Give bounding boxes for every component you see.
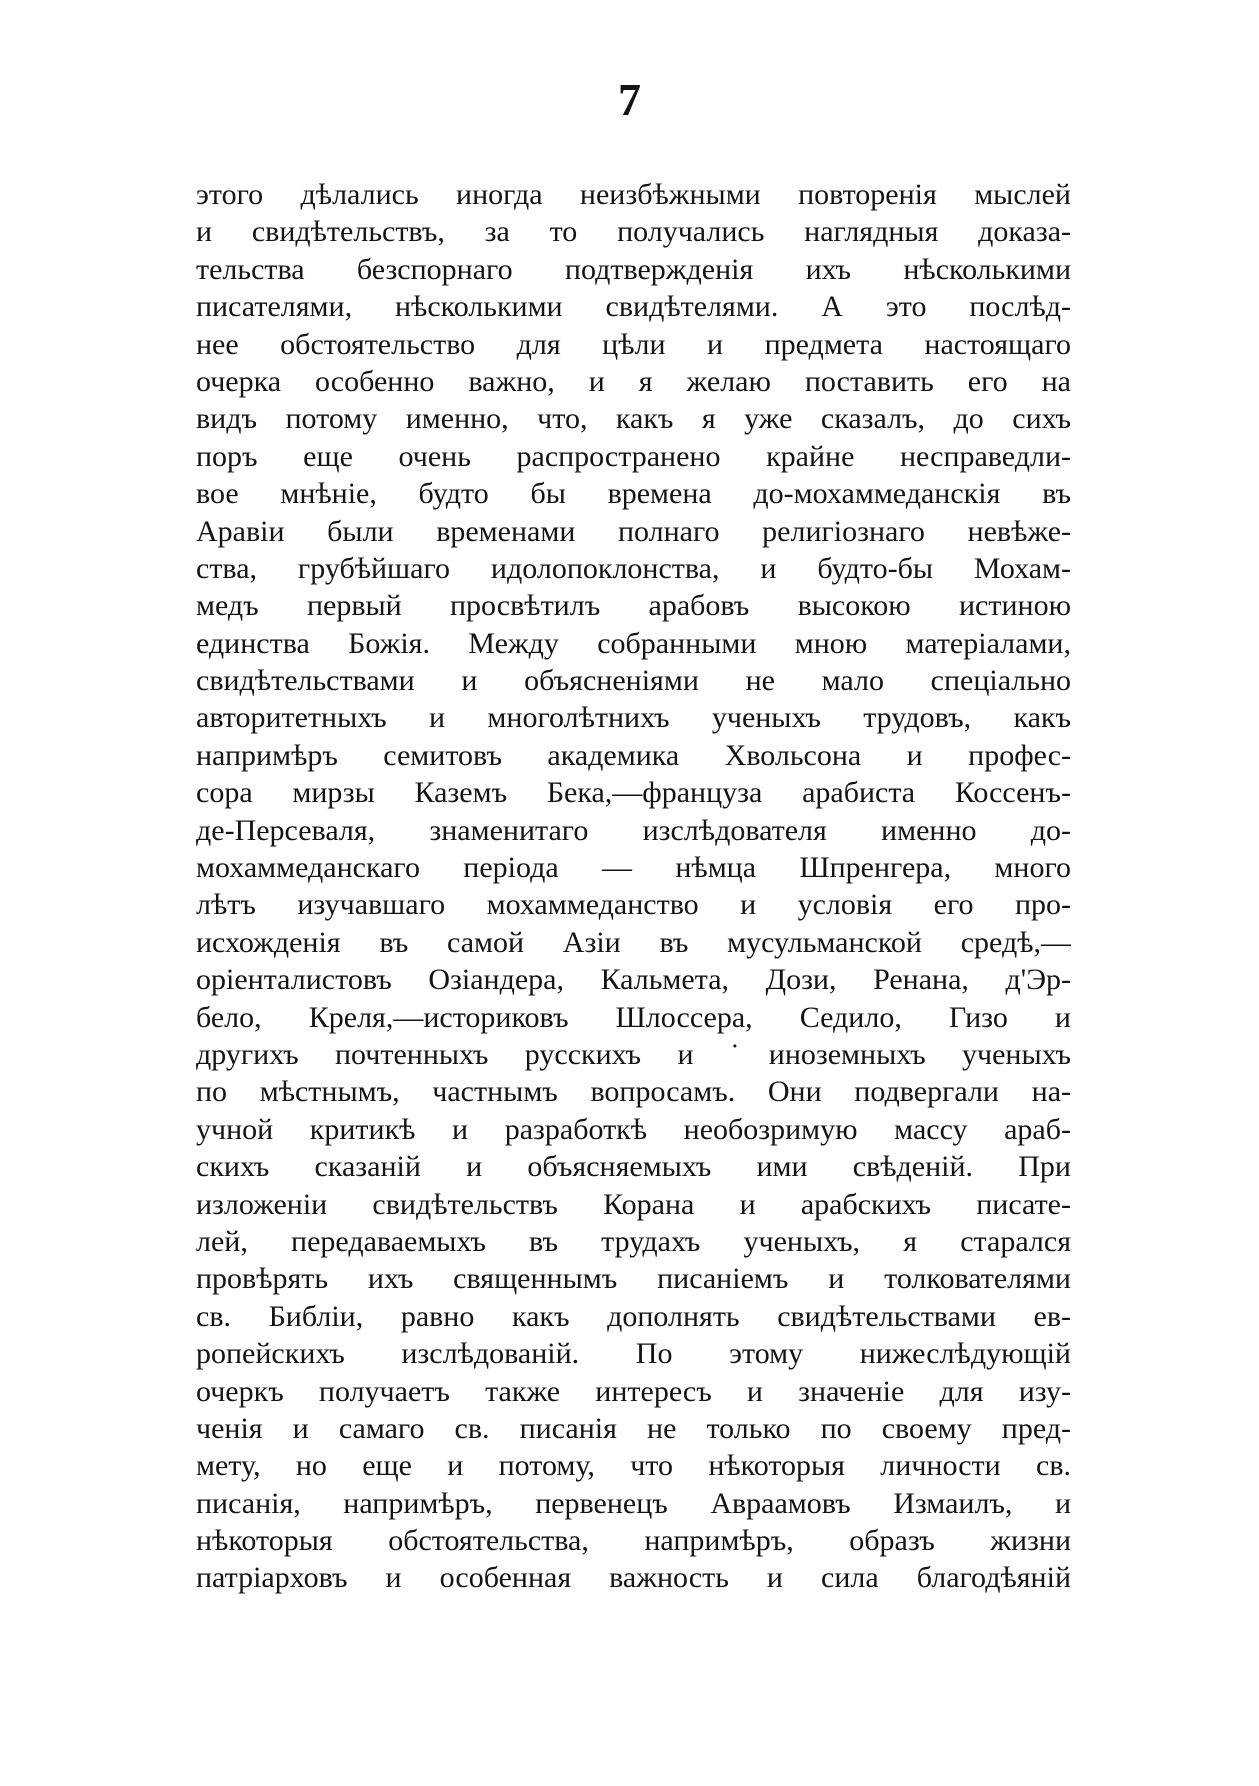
text-line: учной критикѣ и разработкѣ необозримую массу араб- [196,1112,1071,1146]
text-line: медъ первый просвѣтилъ арабовъ высокою истиною [196,589,1071,623]
text-line: ченія и самаго св. писанія не только по своему пред- [196,1411,1071,1445]
text-line: этого дѣлались иногда неизбѣжными повторенія мыслей [196,178,1071,211]
text-line: лѣтъ изучавшаго мохаммеданство и условія его про- [196,888,1071,922]
text-line: поръ еще очень распространено крайне несправедли- [196,439,1071,473]
text-line: другихъ почтенныхъ русскихъ и ˙иноземныхъ ученыхъ [196,1037,1071,1071]
text-line: лей, передаваемыхъ въ трудахъ ученыхъ, я старался [196,1224,1071,1258]
text-line: мету, но еще и потому, что нѣкоторыя личности св. [196,1449,1071,1483]
text-line: вое мнѣніе, будто бы времена до-мохаммеданскія въ [196,477,1071,511]
text-line: де-Персеваля, знаменитаго изслѣдователя именно до- [196,813,1071,847]
text-line: видъ потому именно, что, какъ я уже сказалъ, до сихъ [196,402,1071,436]
text-line: нее обстоятельство для цѣли и предмета настоящаго [196,327,1071,361]
text-line: ропейскихъ изслѣдованій. По этому нижеслѣдующій [196,1337,1071,1371]
text-line: св. Библіи, равно какъ дополнять свидѣтельствами ев- [196,1299,1071,1333]
text-line: напримѣръ семитовъ академика Хвольсона и профес- [196,738,1071,772]
text-line: скихъ сказаній и объясняемыхъ ими свѣденій. При [196,1150,1071,1184]
text-line: очеркъ получаетъ также интересъ и значеніе для изу- [196,1374,1071,1408]
text-line: писателями, нѣсколькими свидѣтелями. А это послѣд- [196,290,1071,324]
text-line: провѣрять ихъ священнымъ писаніемъ и толкователями [196,1262,1071,1296]
body-text [196,176,1071,1597]
text-line: нѣкоторыя обстоятельства, напримѣръ, образъ жизни [196,1524,1071,1558]
text-line: сора мирзы Каземъ Бека,—француза арабиста Коссенъ- [196,776,1071,810]
text-line: тельства безспорнаго подтвержденія ихъ нѣсколькими [196,252,1071,286]
text-line: авторитетныхъ и многолѣтнихъ ученыхъ трудовъ, какъ [196,701,1071,735]
text-line: изложеніи свидѣтельствъ Корана и арабскихъ писате- [196,1187,1071,1221]
text-line: мохаммеданскаго періода — нѣмца Шпренгера, много [196,851,1071,885]
page-number: 7 [618,74,641,125]
text-line: ства, грубѣйшаго идолопоклонства, и будто-бы Мохам- [196,551,1071,585]
text-line: писанія, напримѣръ, первенецъ Авраамовъ Измаилъ, и [196,1486,1071,1520]
text-line: оріенталистовъ Озіандера, Кальмета, Дози, Ренана, д'Эр- [196,963,1071,997]
text-line: и свидѣтельствъ, за то получались наглядныя доказа- [196,215,1071,249]
text-line: Аравіи были временами полнаго религіознаго невѣже- [196,514,1071,548]
text-line: очерка особенно важно, и я желаю поставить его на [196,364,1071,398]
text-line: свидѣтельствами и объясненіями не мало спеціально [196,664,1071,698]
text-line: патріарховъ и особенная важность и сила благодѣяній [196,1561,1071,1595]
text-line: по мѣстнымъ, частнымъ вопросамъ. Они подвергали на- [196,1075,1071,1109]
text-line: бело, Креля,—историковъ Шлоссера, Седило, Гизо и [196,1000,1071,1034]
text-line: исхожденія въ самой Азіи въ мусульманской средѣ,— [196,925,1071,959]
text-line: единства Божія. Между собранными мною матеріалами, [196,626,1071,660]
